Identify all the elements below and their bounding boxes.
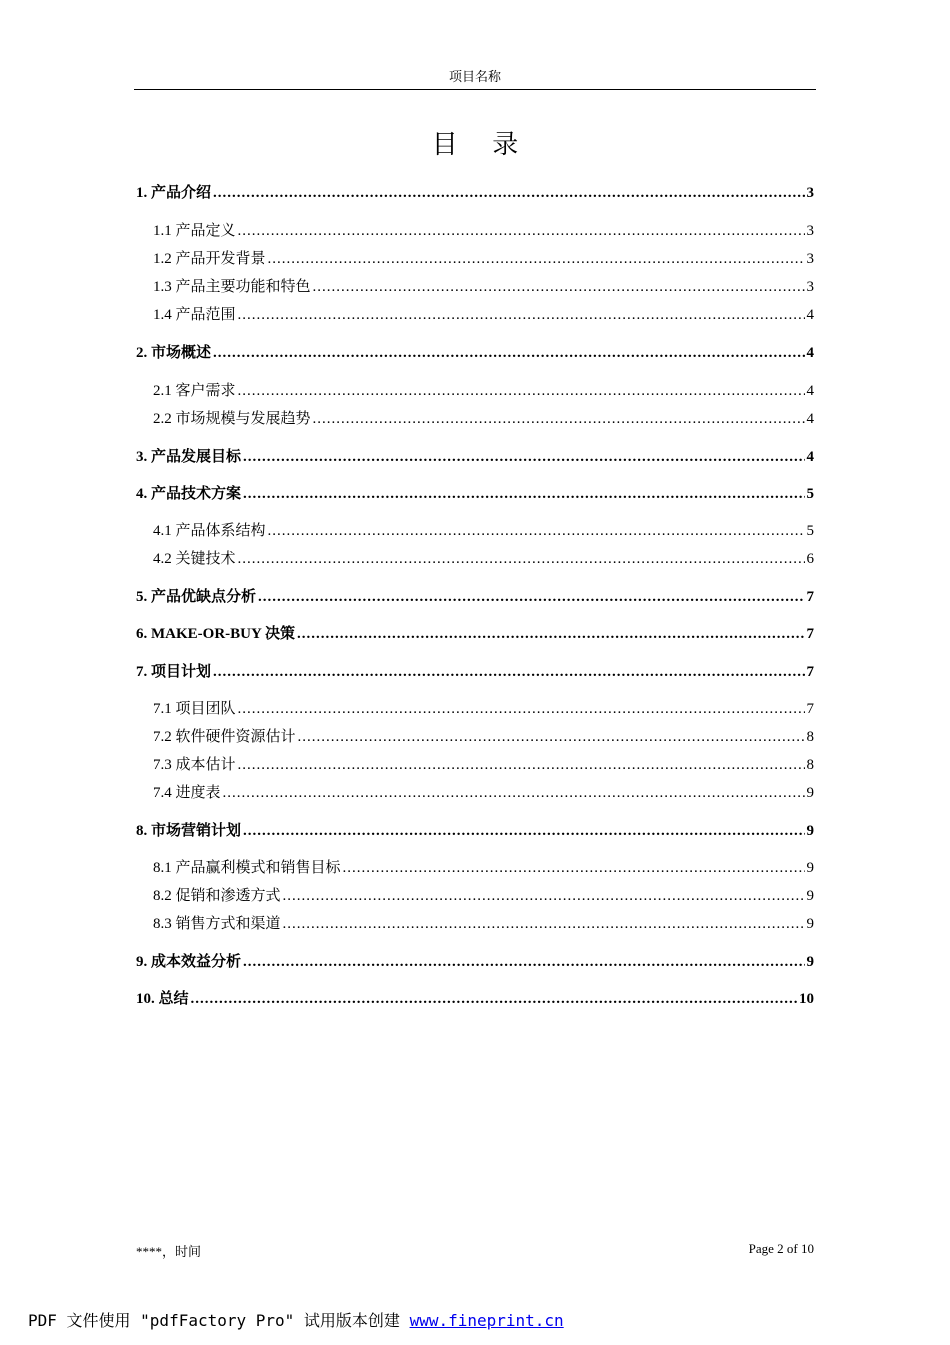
toc-entry-label: 1.3 产品主要功能和特色 <box>153 279 311 295</box>
toc-entry-label: 7.2 软件硬件资源估计 <box>153 729 296 745</box>
toc-entry-label: 1.4 产品范围 <box>153 307 236 323</box>
watermark-link[interactable]: www.fineprint.cn <box>409 1311 564 1330</box>
toc-leader-dots <box>213 664 804 681</box>
toc-chapter-entry[interactable] <box>136 622 814 644</box>
toc-entry-label: 1.2 产品开发背景 <box>153 251 266 267</box>
toc-entry-label: 8.3 销售方式和渠道 <box>153 916 281 932</box>
toc-entry-page: 8 <box>806 729 814 745</box>
toc-section-entry[interactable] <box>136 519 814 541</box>
toc-leader-dots <box>213 185 804 202</box>
toc-entry-label: 1.1 产品定义 <box>153 223 236 239</box>
toc-chapter-entry[interactable] <box>136 987 814 1009</box>
toc-entry-page: 7 <box>806 664 814 680</box>
footer-author-date: ****，时间 <box>136 1244 202 1259</box>
toc-entry-label: 4.1 产品体系结构 <box>153 523 266 539</box>
toc-section-entry[interactable] <box>136 219 814 241</box>
toc-entry-page: 3 <box>806 223 814 239</box>
toc-entry-label: 7.3 成本估计 <box>153 757 236 773</box>
toc-section-entry[interactable] <box>136 781 814 803</box>
toc-entry-label: 8.1 产品赢利模式和销售目标 <box>153 860 341 876</box>
toc-entry-page: 4 <box>806 307 814 323</box>
toc-leader-dots <box>313 279 805 296</box>
toc-leader-dots <box>243 486 804 503</box>
toc-entry-label: 2.2 市场规模与发展趋势 <box>153 411 311 427</box>
toc-section-entry[interactable] <box>136 379 814 401</box>
toc-entry-label: 3. 产品发展目标 <box>136 449 242 465</box>
toc-section-entry[interactable] <box>136 753 814 775</box>
toc-entry-label: 2.1 客户需求 <box>153 383 236 399</box>
toc-chapter-entry[interactable] <box>136 341 814 363</box>
toc-leader-dots <box>223 785 805 802</box>
toc-leader-dots <box>313 411 805 428</box>
toc-section-entry[interactable] <box>136 547 814 569</box>
toc-entry-page: 3 <box>806 251 814 267</box>
toc-leader-dots <box>268 523 805 540</box>
toc-entry-page: 8 <box>806 757 814 773</box>
toc-leader-dots <box>283 916 805 933</box>
toc-entry-label: 7.4 进度表 <box>153 785 221 801</box>
toc-entry-label: 7. 项目计划 <box>136 664 212 680</box>
toc-entry-page: 5 <box>806 523 814 539</box>
toc-section-entry[interactable] <box>136 697 814 719</box>
toc-leader-dots <box>297 626 804 643</box>
toc-leader-dots <box>238 223 805 240</box>
toc-entry-page: 9 <box>806 823 814 839</box>
toc-chapter-entry[interactable] <box>136 482 814 504</box>
toc-section-entry[interactable] <box>136 912 814 934</box>
toc-entry-page: 4 <box>806 383 814 399</box>
toc-entry-page: 5 <box>806 486 814 502</box>
toc-entry-page: 7 <box>806 626 814 642</box>
toc-entry-label: 9. 成本效益分析 <box>136 954 242 970</box>
toc-entry-label: 6. MAKE-OR-BUY 决策 <box>136 626 296 642</box>
toc-section-entry[interactable] <box>136 725 814 747</box>
page-header: 项目名称 <box>134 66 816 90</box>
toc-leader-dots <box>243 954 804 971</box>
toc-entry-label: 8.2 促销和渗透方式 <box>153 888 281 904</box>
toc-leader-dots <box>243 823 804 840</box>
toc-entry-page: 7 <box>806 701 814 717</box>
toc-chapter-entry[interactable] <box>136 819 814 841</box>
toc-entry-label: 8. 市场营销计划 <box>136 823 242 839</box>
toc-section-entry[interactable] <box>136 275 814 297</box>
toc-leader-dots <box>238 383 805 400</box>
toc-entry-page: 9 <box>806 916 814 932</box>
toc-entry-label: 1. 产品介绍 <box>136 185 212 201</box>
toc-entry-page: 3 <box>806 185 814 201</box>
toc-chapter-entry[interactable] <box>136 445 814 467</box>
toc-entry-page: 9 <box>806 888 814 904</box>
toc-section-entry[interactable] <box>136 407 814 429</box>
toc-entry-label: 10. 总结 <box>136 991 189 1007</box>
toc-leader-dots <box>238 701 805 718</box>
toc-entry-label: 4. 产品技术方案 <box>136 486 242 502</box>
toc-entry-page: 3 <box>806 279 814 295</box>
toc-entry-label: 4.2 关键技术 <box>153 551 236 567</box>
toc-section-entry[interactable] <box>136 303 814 325</box>
toc-leader-dots <box>268 251 805 268</box>
toc-leader-dots <box>283 888 805 905</box>
toc-entry-page: 7 <box>806 589 814 605</box>
toc-title: 目 录 <box>431 130 533 159</box>
toc-chapter-entry[interactable] <box>136 660 814 682</box>
toc-leader-dots <box>258 589 804 606</box>
toc-leader-dots <box>238 307 805 324</box>
toc-leader-dots <box>238 757 805 774</box>
pdffactory-watermark <box>28 1308 564 1331</box>
toc-chapter-entry[interactable] <box>136 181 814 203</box>
toc-entry-label: 5. 产品优缺点分析 <box>136 589 257 605</box>
toc-entry-page: 4 <box>806 345 814 361</box>
toc-entry-page: 4 <box>806 449 814 465</box>
toc-section-entry[interactable] <box>136 884 814 906</box>
toc-entry-label: 2. 市场概述 <box>136 345 212 361</box>
toc-leader-dots <box>238 551 805 568</box>
toc-chapter-entry[interactable] <box>136 950 814 972</box>
toc-entry-page: 10 <box>799 991 814 1007</box>
toc-entry-label: 7.1 项目团队 <box>153 701 236 717</box>
toc-leader-dots <box>243 449 804 466</box>
footer-page-number: Page 2 of 10 <box>748 1241 814 1256</box>
toc-chapter-entry[interactable] <box>136 585 814 607</box>
toc-entry-page: 6 <box>806 551 814 567</box>
toc-leader-dots <box>343 860 805 877</box>
toc-entry-page: 9 <box>806 954 814 970</box>
toc-entry-page: 9 <box>806 860 814 876</box>
toc-entry-page: 9 <box>806 785 814 801</box>
toc-leader-dots <box>213 345 804 362</box>
toc-leader-dots <box>191 991 797 1008</box>
watermark-text: PDF 文件使用 "pdfFactory Pro" 试用版本创建 <box>28 1311 410 1330</box>
toc-leader-dots <box>298 729 805 746</box>
toc-section-entry[interactable] <box>136 856 814 878</box>
toc-section-entry[interactable] <box>136 247 814 269</box>
toc-entry-page: 4 <box>806 411 814 427</box>
